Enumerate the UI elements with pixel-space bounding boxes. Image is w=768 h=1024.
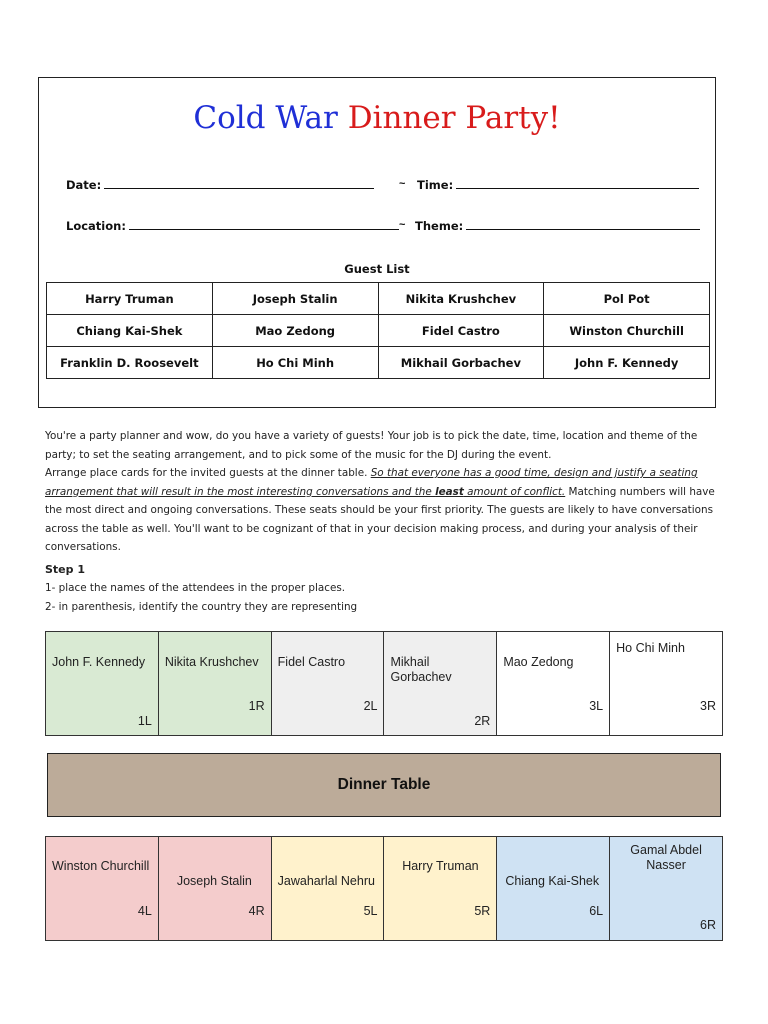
seat-number: 6L [589,904,604,918]
theme-field[interactable] [415,219,700,233]
seat-name: Mao Zedong [503,655,574,669]
seat-cell[interactable] [610,632,723,736]
guest-row [47,347,710,379]
seat-cell[interactable] [46,632,159,736]
date-blank[interactable] [104,178,374,189]
seat-name: Joseph Stalin [176,874,252,888]
seat-number: 2L [363,699,378,713]
guest-cell: Mikhail Gorbachev [378,347,544,379]
seat-name: Fidel Castro [277,655,346,669]
seat-name: Harry Truman [402,859,479,873]
seat-cell[interactable] [384,837,497,941]
seat-number: 1L [137,714,152,728]
seat-number: 2R [474,714,491,728]
seat-number: 4R [248,904,265,918]
seat-cell[interactable] [271,632,384,736]
seat-number: 1R [248,699,265,713]
guest-list-heading: Guest List [344,262,410,276]
seat-number: 4L [137,904,152,918]
title-part-2: Dinner Party! [347,100,561,136]
guest-row [47,315,710,347]
guest-cell: Pol Pot [544,283,710,315]
title-part-1: Cold War [193,100,348,136]
seat-cell[interactable] [158,837,271,941]
instructions-paragraph-2 [45,464,725,557]
seat-number: 5R [474,904,491,918]
guest-cell: John F. Kennedy [544,347,710,379]
dinner-table: Dinner Table [47,753,721,817]
guest-cell: Chiang Kai-Shek [47,315,213,347]
time-field[interactable] [417,178,699,192]
guest-cell: Fidel Castro [378,315,544,347]
seat-cell[interactable] [610,837,723,941]
seat-number: 3R [700,699,716,713]
step-line-1: 1- place the names of the attendees in the proper places. [45,582,346,594]
seat-number: 3L [589,699,604,713]
top-seating-row [45,631,723,736]
guest-cell: Joseph Stalin [212,283,378,315]
step-1-section [45,560,357,617]
party-title [39,100,715,136]
separator-1: ~ [399,178,406,190]
date-label: Date: [66,178,102,192]
separator-2: ~ [399,219,406,231]
seat-name: Chiang Kai-Shek [505,874,600,888]
location-field[interactable] [66,219,399,233]
p2-underlined: So that everyone has a good time, design and justify a seating arrangement that will result in the most interesting conversations and the [45,467,698,498]
instructions-paragraph-1: You're a party planner and wow, do you have a variety of guests! Your job is to pick the date, time, location and theme of the party; to set the seating arrangement, and to pick some of the music for the DJ during the event. [45,430,698,461]
location-label: Location: [66,219,126,233]
seat-name: Gamal Abdel Nasser [630,843,702,872]
location-blank[interactable] [129,219,399,230]
seat-number: 6R [700,918,716,932]
date-field[interactable] [66,178,374,192]
guest-list-table [46,282,710,379]
theme-label: Theme: [415,219,464,233]
time-blank[interactable] [456,178,699,189]
seat-number: 5L [363,904,378,918]
seat-cell[interactable] [46,837,159,941]
guest-cell: Ho Chi Minh [212,347,378,379]
seat-name: Mikhail Gorbachev [390,655,452,684]
seat-cell[interactable] [271,837,384,941]
party-header-card [38,77,716,408]
seat-cell[interactable] [497,837,610,941]
seat-name: Ho Chi Minh [616,641,685,655]
guest-cell: Harry Truman [47,283,213,315]
p2-underlined-end: amount of conflict. [463,485,566,498]
seat-cell[interactable] [497,632,610,736]
seat-cell[interactable] [158,632,271,736]
p2-start: Arrange place cards for the invited guests at the dinner table. [45,467,371,479]
seat-name: Winston Churchill [52,859,150,873]
guest-cell: Nikita Krushchev [378,283,544,315]
p2-rest: Matching numbers will have the most direct and ongoing conversations. These seats should be your first priority. The guests are likely to have conversations across the table as well. You'll want to be cognizant of that in your decision making process, and during your analysis of their conversations. [45,485,715,553]
step-heading: Step 1 [45,563,85,576]
seat-cell[interactable] [384,632,497,736]
seat-name: Nikita Krushchev [164,655,259,669]
guest-row [47,283,710,315]
guest-cell: Mao Zedong [212,315,378,347]
seat-name: Jawaharlal Nehru [277,874,375,888]
p2-bold-least: least [435,485,464,498]
bottom-seating-row [45,836,723,941]
instructions-text [45,427,725,557]
guest-cell: Winston Churchill [544,315,710,347]
theme-blank[interactable] [466,219,700,230]
guest-cell: Franklin D. Roosevelt [47,347,213,379]
time-label: Time: [417,178,454,192]
step-line-2: 2- in parenthesis, identify the country they are representing [45,601,358,613]
seat-name: John F. Kennedy [52,655,146,669]
